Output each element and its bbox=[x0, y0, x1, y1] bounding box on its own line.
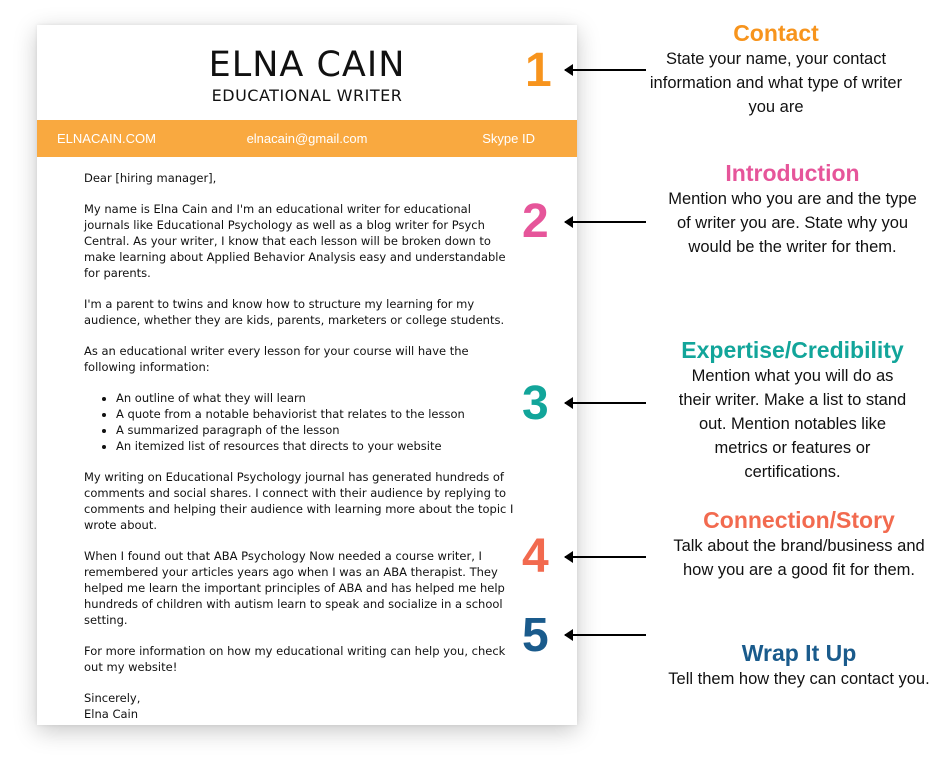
annotation-introduction bbox=[665, 160, 920, 259]
annotation-description: Mention who you are and the type of writer you are. State why you would be the writer for them. bbox=[668, 190, 917, 256]
letter-paragraph: When I found out that ABA Psychology Now needed a course writer, I remembered your articles years ago when I was an ABA therapist. They helped me learn the important principles of ABA and has helped me help hundreds of children with autism learn to speak and socialize in a school setting. bbox=[84, 549, 505, 627]
list-item: • A summarized paragraph of the lesson bbox=[116, 422, 514, 438]
signature: Elna Cain bbox=[84, 707, 139, 721]
contact-website[interactable]: ELNACAIN.COM bbox=[57, 131, 156, 146]
annotation-heading: Wrap It Up bbox=[741, 640, 857, 666]
annotation-description: Tell them how they can contact you. bbox=[668, 670, 930, 688]
arrow-left-icon bbox=[565, 556, 646, 558]
arrow-left-icon bbox=[565, 221, 646, 223]
arrow-left-icon bbox=[565, 69, 646, 71]
step-number-2: 2 bbox=[522, 195, 549, 248]
writer-title: EDUCATIONAL WRITER bbox=[211, 86, 403, 105]
annotation-description: State your name, your contact information and what type of writer you are bbox=[649, 50, 903, 116]
list-item: • An itemized list of resources that directs to your website bbox=[116, 438, 514, 454]
letter-paragraph: My writing on Educational Psychology journal has generated hundreds of comments and social shares. I connect with their audience by replying to comments and helping their audience with learning more about the topic I wrote about. bbox=[84, 470, 514, 532]
letter-paragraph: I'm a parent to twins and know how to structure my learning for my audience, whether they are kids, parents, marketers or college students. bbox=[84, 297, 505, 327]
letter-paragraph: As an educational writer every lesson for your course will have the following information: bbox=[84, 344, 469, 374]
annotation-heading: Expertise/Credibility bbox=[681, 337, 904, 363]
list-item: • An outline of what they will learn bbox=[116, 390, 514, 406]
contact-email[interactable]: elnacain@gmail.com bbox=[246, 131, 368, 146]
salutation: Dear [hiring manager], bbox=[84, 171, 217, 185]
annotation-wrap-up bbox=[666, 640, 932, 691]
contact-bar bbox=[37, 120, 577, 157]
feature-list bbox=[84, 390, 514, 454]
annotation-description: Mention what you will do as their writer. Make a list to stand out. Mention notables like metrics or features or certifications. bbox=[678, 367, 907, 481]
annotation-contact bbox=[646, 20, 906, 119]
arrow-left-icon bbox=[565, 634, 646, 636]
annotation-expertise bbox=[660, 337, 925, 484]
annotation-description: Talk about the brand/business and how you are a good fit for them. bbox=[673, 537, 925, 579]
closing: Sincerely, bbox=[84, 691, 141, 705]
cover-letter-page bbox=[37, 25, 577, 725]
step-number-3: 3 bbox=[522, 377, 549, 430]
annotation-connection bbox=[666, 507, 932, 582]
writer-name: ELNA CAIN bbox=[208, 45, 406, 85]
step-number-1: 1 bbox=[525, 44, 552, 97]
annotation-heading: Introduction bbox=[725, 160, 860, 186]
list-item: • A quote from a notable behaviorist that relates to the lesson bbox=[116, 406, 514, 422]
annotation-heading: Connection/Story bbox=[703, 507, 895, 533]
letter-paragraph: My name is Elna Cain and I'm an educational writer for educational journals like Educational Psychology as well as a blog writer for Psych Central. As your writer, I know that each lesson will be broken down to make learning about Applied Behavior Analysis easy and understandable for parents. bbox=[84, 202, 506, 280]
step-number-4: 4 bbox=[522, 530, 549, 583]
arrow-left-icon bbox=[565, 402, 646, 404]
step-number-5: 5 bbox=[522, 609, 549, 662]
contact-skype: Skype ID bbox=[482, 131, 535, 146]
letter-paragraph: For more information on how my educational writing can help you, check out my website! bbox=[84, 644, 506, 674]
letter-body bbox=[84, 170, 514, 722]
annotation-heading: Contact bbox=[733, 20, 819, 46]
